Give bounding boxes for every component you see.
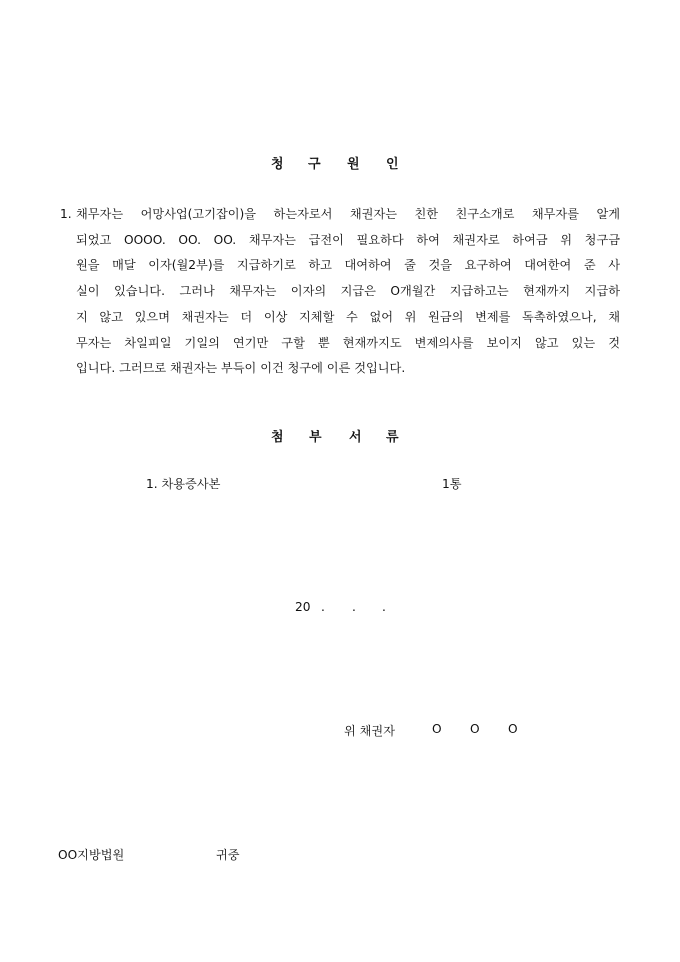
court-name: OO지방법원 xyxy=(58,848,125,862)
heading-char: 부 xyxy=(309,430,322,445)
heading-char: 첨 xyxy=(271,430,284,445)
date-year: 20 xyxy=(295,600,311,614)
attachment-item-count: 1통 xyxy=(442,477,462,491)
heading-char: 청 xyxy=(271,157,284,172)
claim-reason-paragraph xyxy=(60,202,620,382)
item-number: 1. xyxy=(60,207,72,221)
paragraph-line: 지 않고 있으며 채권자는 더 이상 지체할 수 없어 위 원금의 변제를 독촉하였으나, 채 xyxy=(76,309,620,324)
paragraph-line: 입니다. 그러므로 채권자는 부득이 이건 청구에 이른 것입니다. xyxy=(76,361,406,376)
heading-char: 류 xyxy=(386,430,399,445)
attachment-item-label: 1. 차용증사본 xyxy=(146,477,221,491)
paragraph-line: 무자는 차일피일 기일의 연기만 구할 뿐 현재까지도 변제의사를 보이지 않고 있는 것 xyxy=(76,335,620,350)
court-honorific: 귀중 xyxy=(216,848,240,862)
date-dot: . xyxy=(352,600,356,614)
creditor-label: 위 채권자 xyxy=(344,724,395,738)
creditor-name-mark: O xyxy=(470,722,480,736)
creditor-name-mark: O xyxy=(432,722,442,736)
date-dot: . xyxy=(321,600,325,614)
paragraph-line: 실이 있습니다. 그러나 채무자는 이자의 지급은 O개월간 지급하고는 현재까지 지급하 xyxy=(76,284,620,299)
heading-char: 인 xyxy=(386,157,399,172)
creditor-name-mark: O xyxy=(508,722,518,736)
paragraph-line: 원을 매달 이자(월2부)를 지급하기로 하고 대여하여 줄 것을 요구하여 대여한여 준 사 xyxy=(76,258,620,273)
heading-char: 서 xyxy=(349,430,362,445)
heading-char: 구 xyxy=(308,157,321,172)
paragraph-line: 되었고 OOOO. OO. OO. 채무자는 급전이 필요하다 하여 채권자로 하여금 위 청구금 xyxy=(76,232,620,247)
paragraph-line: 채무자는 어망사업(고기잡이)을 하는자로서 채권자는 친한 친구소개로 채무자를 알게 xyxy=(76,207,620,221)
date-dot: . xyxy=(382,600,386,614)
heading-char: 원 xyxy=(347,157,360,172)
